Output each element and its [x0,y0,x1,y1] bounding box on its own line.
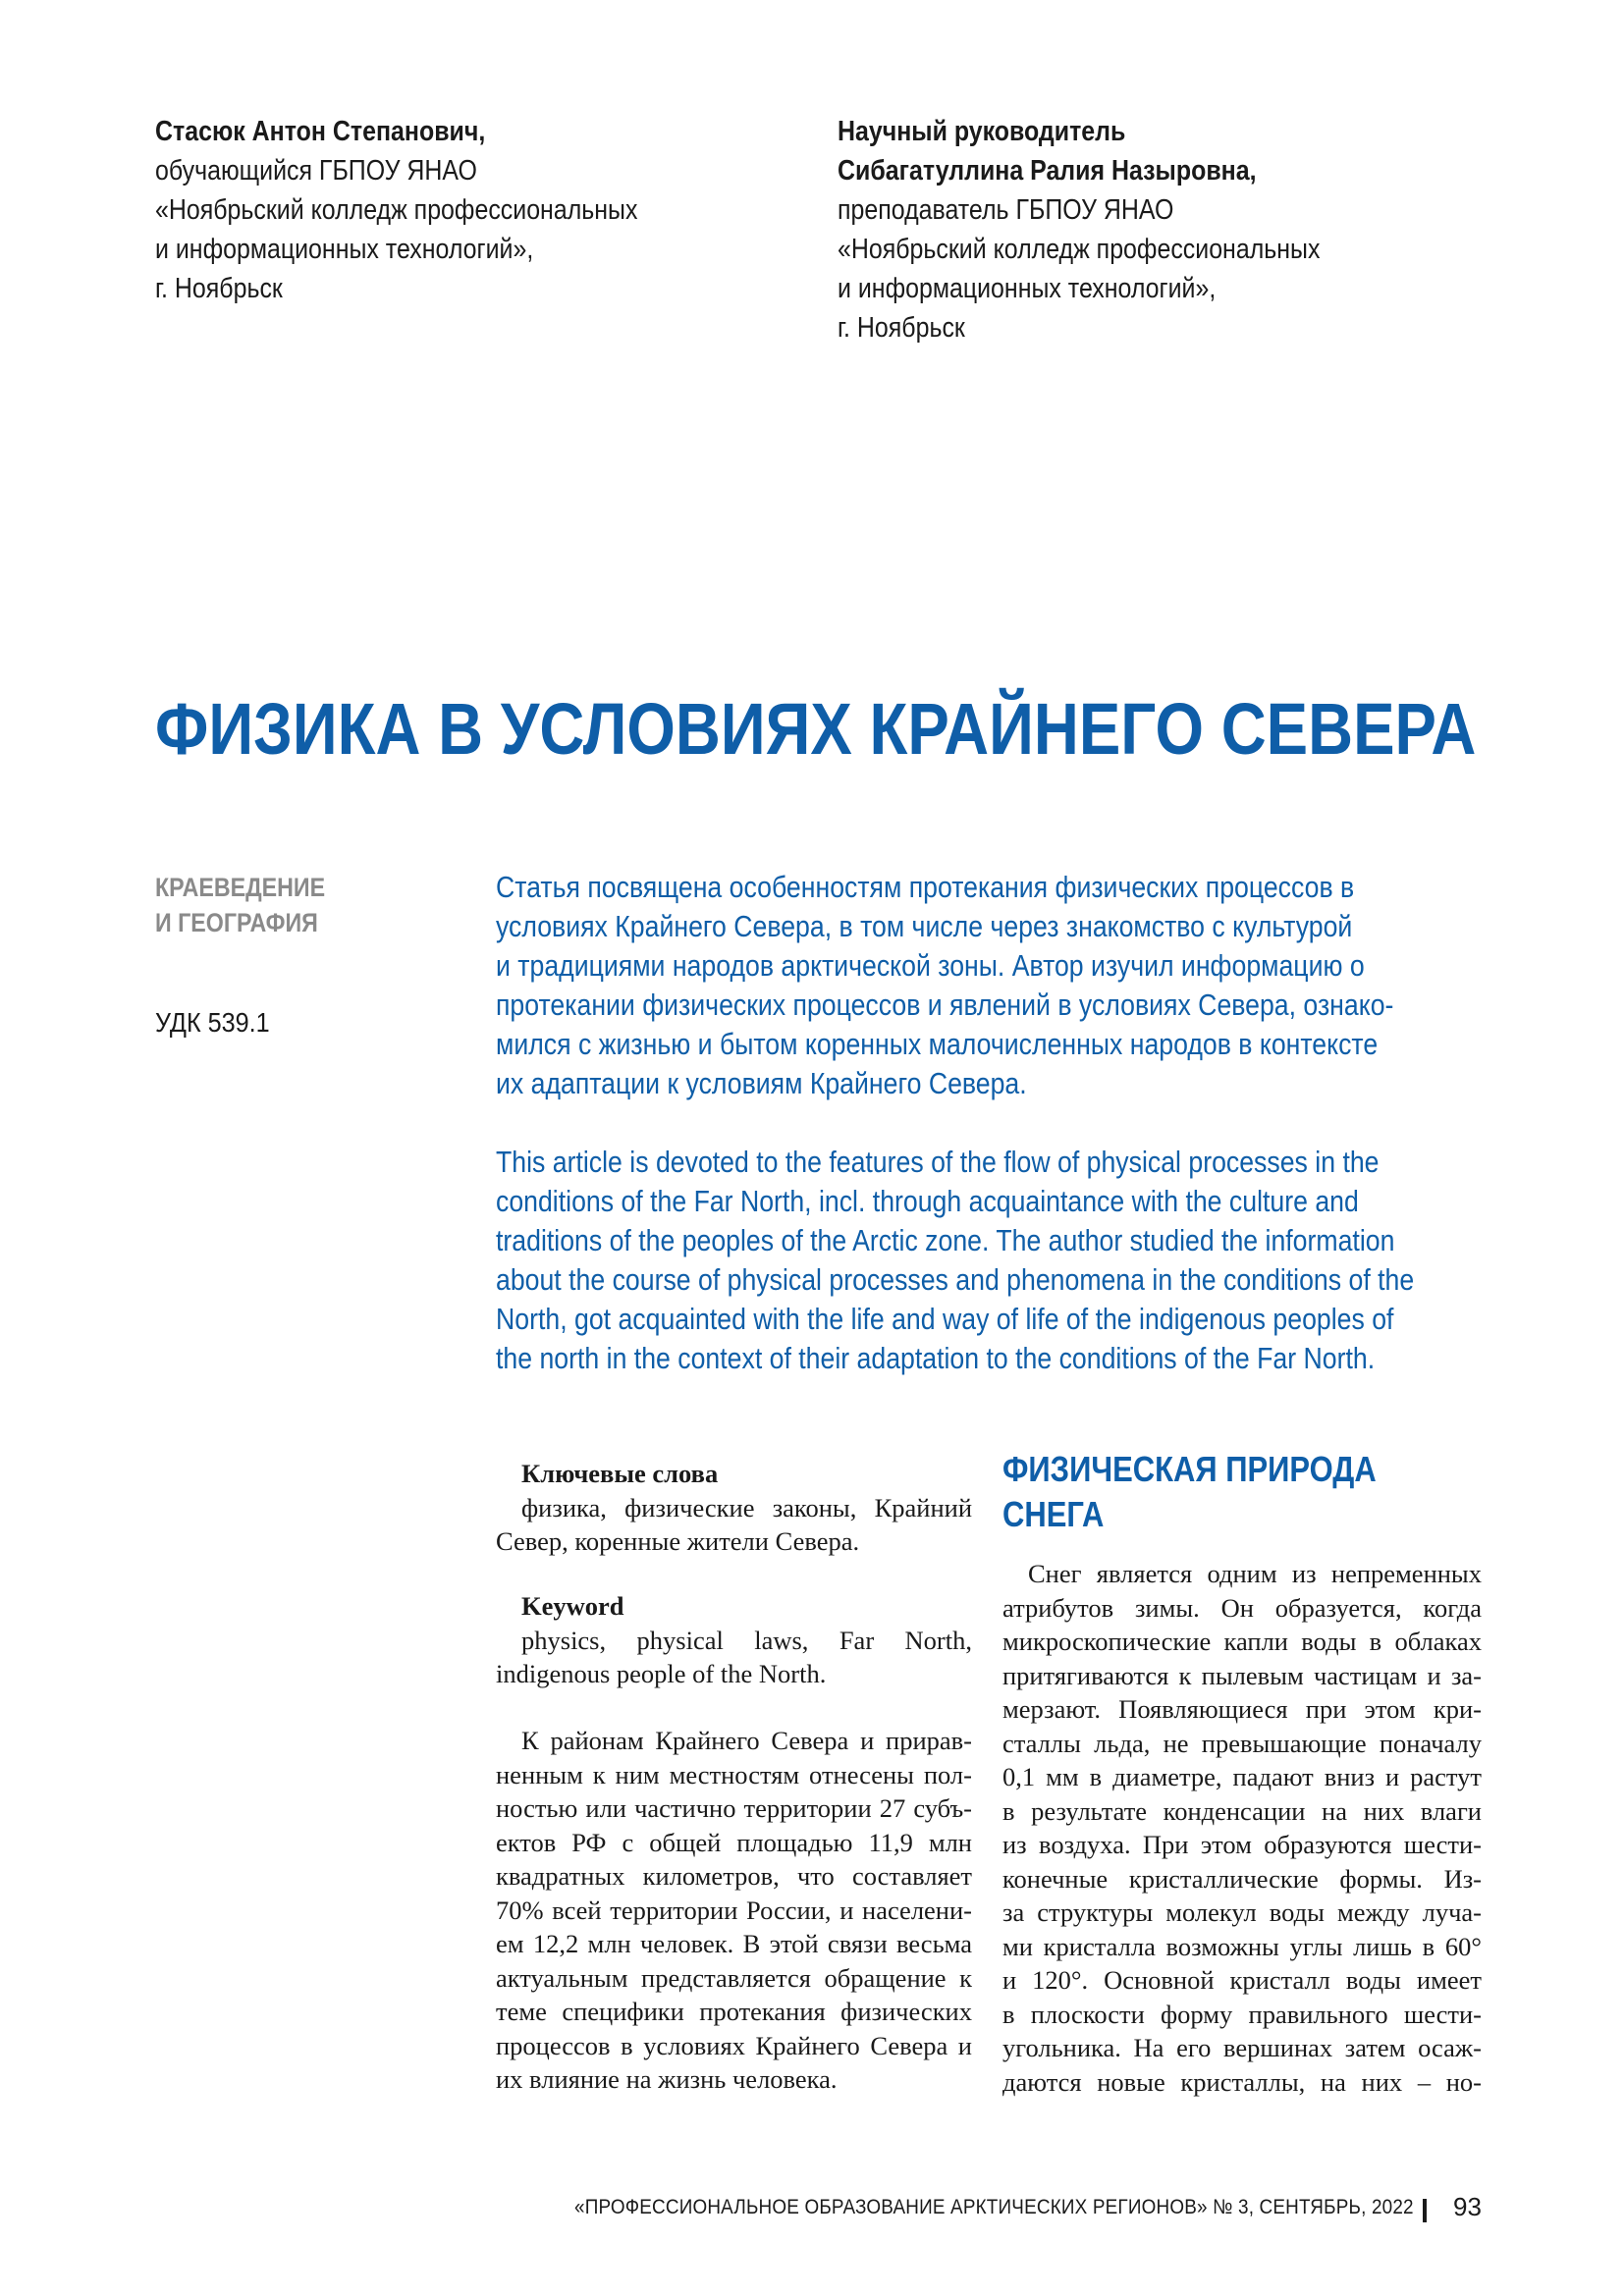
abstract-en-line: conditions of the Far North, incl. through acquaintance with the culture and [496,1184,1359,1218]
snow-line: Снег является одним из непременных [1028,1559,1482,1588]
snow-paragraph [1002,1557,1482,2099]
intro-line: ем 12,2 млн человек. В этой связи весьма [496,1929,972,1958]
keywords-ru-line: Север, коренные жители Севера. [496,1526,860,1556]
intro-line: ненным к ним местностям отнесены пол- [496,1759,972,1789]
intro-line: их влияние на жизнь человека. [496,2064,838,2094]
supervisor-role: Научный руководитель [838,116,1126,147]
author-name: Стасюк Антон Степанович, [155,116,486,147]
intro-line: актуальным представляется обращение к [496,1962,972,1993]
snow-line: атрибутов зимы. Он образуется, когда [1002,1592,1482,1623]
snow-line: конечные кристаллические формы. Из- [1002,1863,1482,1894]
section-subheading [1002,1447,1513,1537]
intro-line: ектов РФ с общей площадью 11,9 млн [496,1827,972,1857]
snow-line: ми кристалла возможны углы лишь в 60° [1002,1931,1482,1961]
keywords-ru-heading: Ключевые слова [521,1459,719,1488]
supervisor-affiliation-line: преподаватель ГБПОУ ЯНАО [838,194,1174,226]
snow-line: в результате конденсации на них влаги [1002,1795,1482,1826]
snow-line: и 120°. Основной кристалл воды имеет [1002,1965,1482,1995]
section-label [155,870,450,940]
keywords-en-line: indigenous people of the North. [496,1659,827,1688]
snow-line: микроскопические капли воды в облаках [1002,1627,1482,1656]
keywords-russian [496,1457,972,1559]
article-title: ФИЗИКА В УСЛОВИЯХ КРАЙНЕГО СЕВЕРА [155,688,1477,770]
supervisor-name: Сибагатуллина Ралия Назыровна, [838,155,1257,187]
author-block [155,112,784,308]
intro-line: процессов в условиях Крайнего Севера и [496,2030,972,2060]
abstract-russian [496,868,1527,1103]
supervisor-affiliation-line: и информационных технологий», [838,273,1217,304]
keywords-en-heading: Keyword [521,1591,624,1621]
udk-code: УДК 539.1 [155,1007,270,1038]
section-label-line: КРАЕВЕДЕНИЕ [155,873,326,902]
intro-line: теме специфики протекания физических [496,1997,972,2026]
snow-line: мерзают. Появляющиеся при этом кри- [1002,1694,1482,1724]
abstract-en-line: traditions of the peoples of the Arctic zone. The author studied the information [496,1223,1395,1257]
intro-line: 70% всей территории России, и населени- [496,1895,972,1925]
intro-line: К районам Крайнего Севера и прирав- [521,1726,972,1755]
abstract-ru-line: их адаптации к условиям Крайнего Севера. [496,1066,1027,1100]
abstract-en-line: the north in the context of their adaptation to the conditions of the Far North. [496,1341,1376,1375]
intro-line: квадратных километров, что составляет [496,1861,972,1891]
keywords-en-line: physics, physical laws, Far North, [521,1625,972,1655]
abstract-ru-line: и традициями народов арктической зоны. Автор изучил информацию о [496,948,1365,983]
author-affiliation-line: обучающийся ГБПОУ ЯНАО [155,155,477,187]
snow-line: даются новые кристаллы, на них – но- [1002,2066,1482,2097]
abstract-ru-line: мился с жизнью и бытом коренных малочисленных народов в контексте [496,1027,1379,1061]
abstract-en-line: This article is devoted to the features of the flow of physical processes in the [496,1145,1380,1179]
section-label-line: И ГЕОГРАФИЯ [155,908,318,937]
author-affiliation-line: и информационных технологий», [155,234,534,265]
abstract-english [496,1143,1527,1378]
intro-line: ностью или частично территории 27 субъ- [496,1793,972,1823]
author-city: г. Ноябрьск [155,273,283,304]
author-affiliation-line: «Ноябрьский колледж профессиональных [155,194,638,226]
abstract-ru-line: Статья посвящена особенностям протекания физических процессов в [496,870,1355,904]
supervisor-affiliation-line: «Ноябрьский колледж профессиональных [838,234,1321,265]
snow-line: притягиваются к пылевым частицам и за- [1002,1660,1482,1690]
subheading-line: ФИЗИЧЕСКАЯ ПРИРОДА [1002,1449,1377,1489]
supervisor-block [838,112,1466,347]
snow-line: за структуры молекул воды между луча- [1002,1897,1482,1927]
abstract-ru-line: условиях Крайнего Севера, в том числе через знакомство с культурой [496,909,1353,943]
supervisor-city: г. Ноябрьск [838,312,965,344]
journal-footer: «ПРОФЕССИОНАЛЬНОЕ ОБРАЗОВАНИЕ АРКТИЧЕСКИХ РЕГИОНОВ» № 3, СЕНТЯБРЬ, 2022 [574,2196,1414,2218]
footer-divider [1423,2199,1427,2222]
intro-paragraph [496,1724,972,2097]
keywords-ru-line: физика, физические законы, Крайний [521,1492,972,1522]
subheading-line: СНЕГА [1002,1494,1105,1534]
page-number: 93 [1453,2192,1482,2221]
snow-line: из воздуха. При этом образуются шести- [1002,1830,1482,1859]
snow-line: в плоскости форму правильного шести- [1002,1999,1482,2029]
keywords-english [496,1589,972,1691]
abstract-en-line: North, got acquainted with the life and way of life of the indigenous peoples of [496,1302,1394,1336]
abstract-ru-line: протекании физических процессов и явлений в условиях Севера, ознако- [496,988,1394,1022]
snow-line: 0,1 мм в диаметре, падают вниз и растут [1002,1762,1482,1791]
snow-line: сталлы льда, не превышающие поначалу [1002,1728,1482,1758]
snow-line: угольника. На его вершинах затем осаж- [1002,2033,1482,2062]
abstract-en-line: about the course of physical processes and phenomena in the conditions of the [496,1262,1415,1297]
